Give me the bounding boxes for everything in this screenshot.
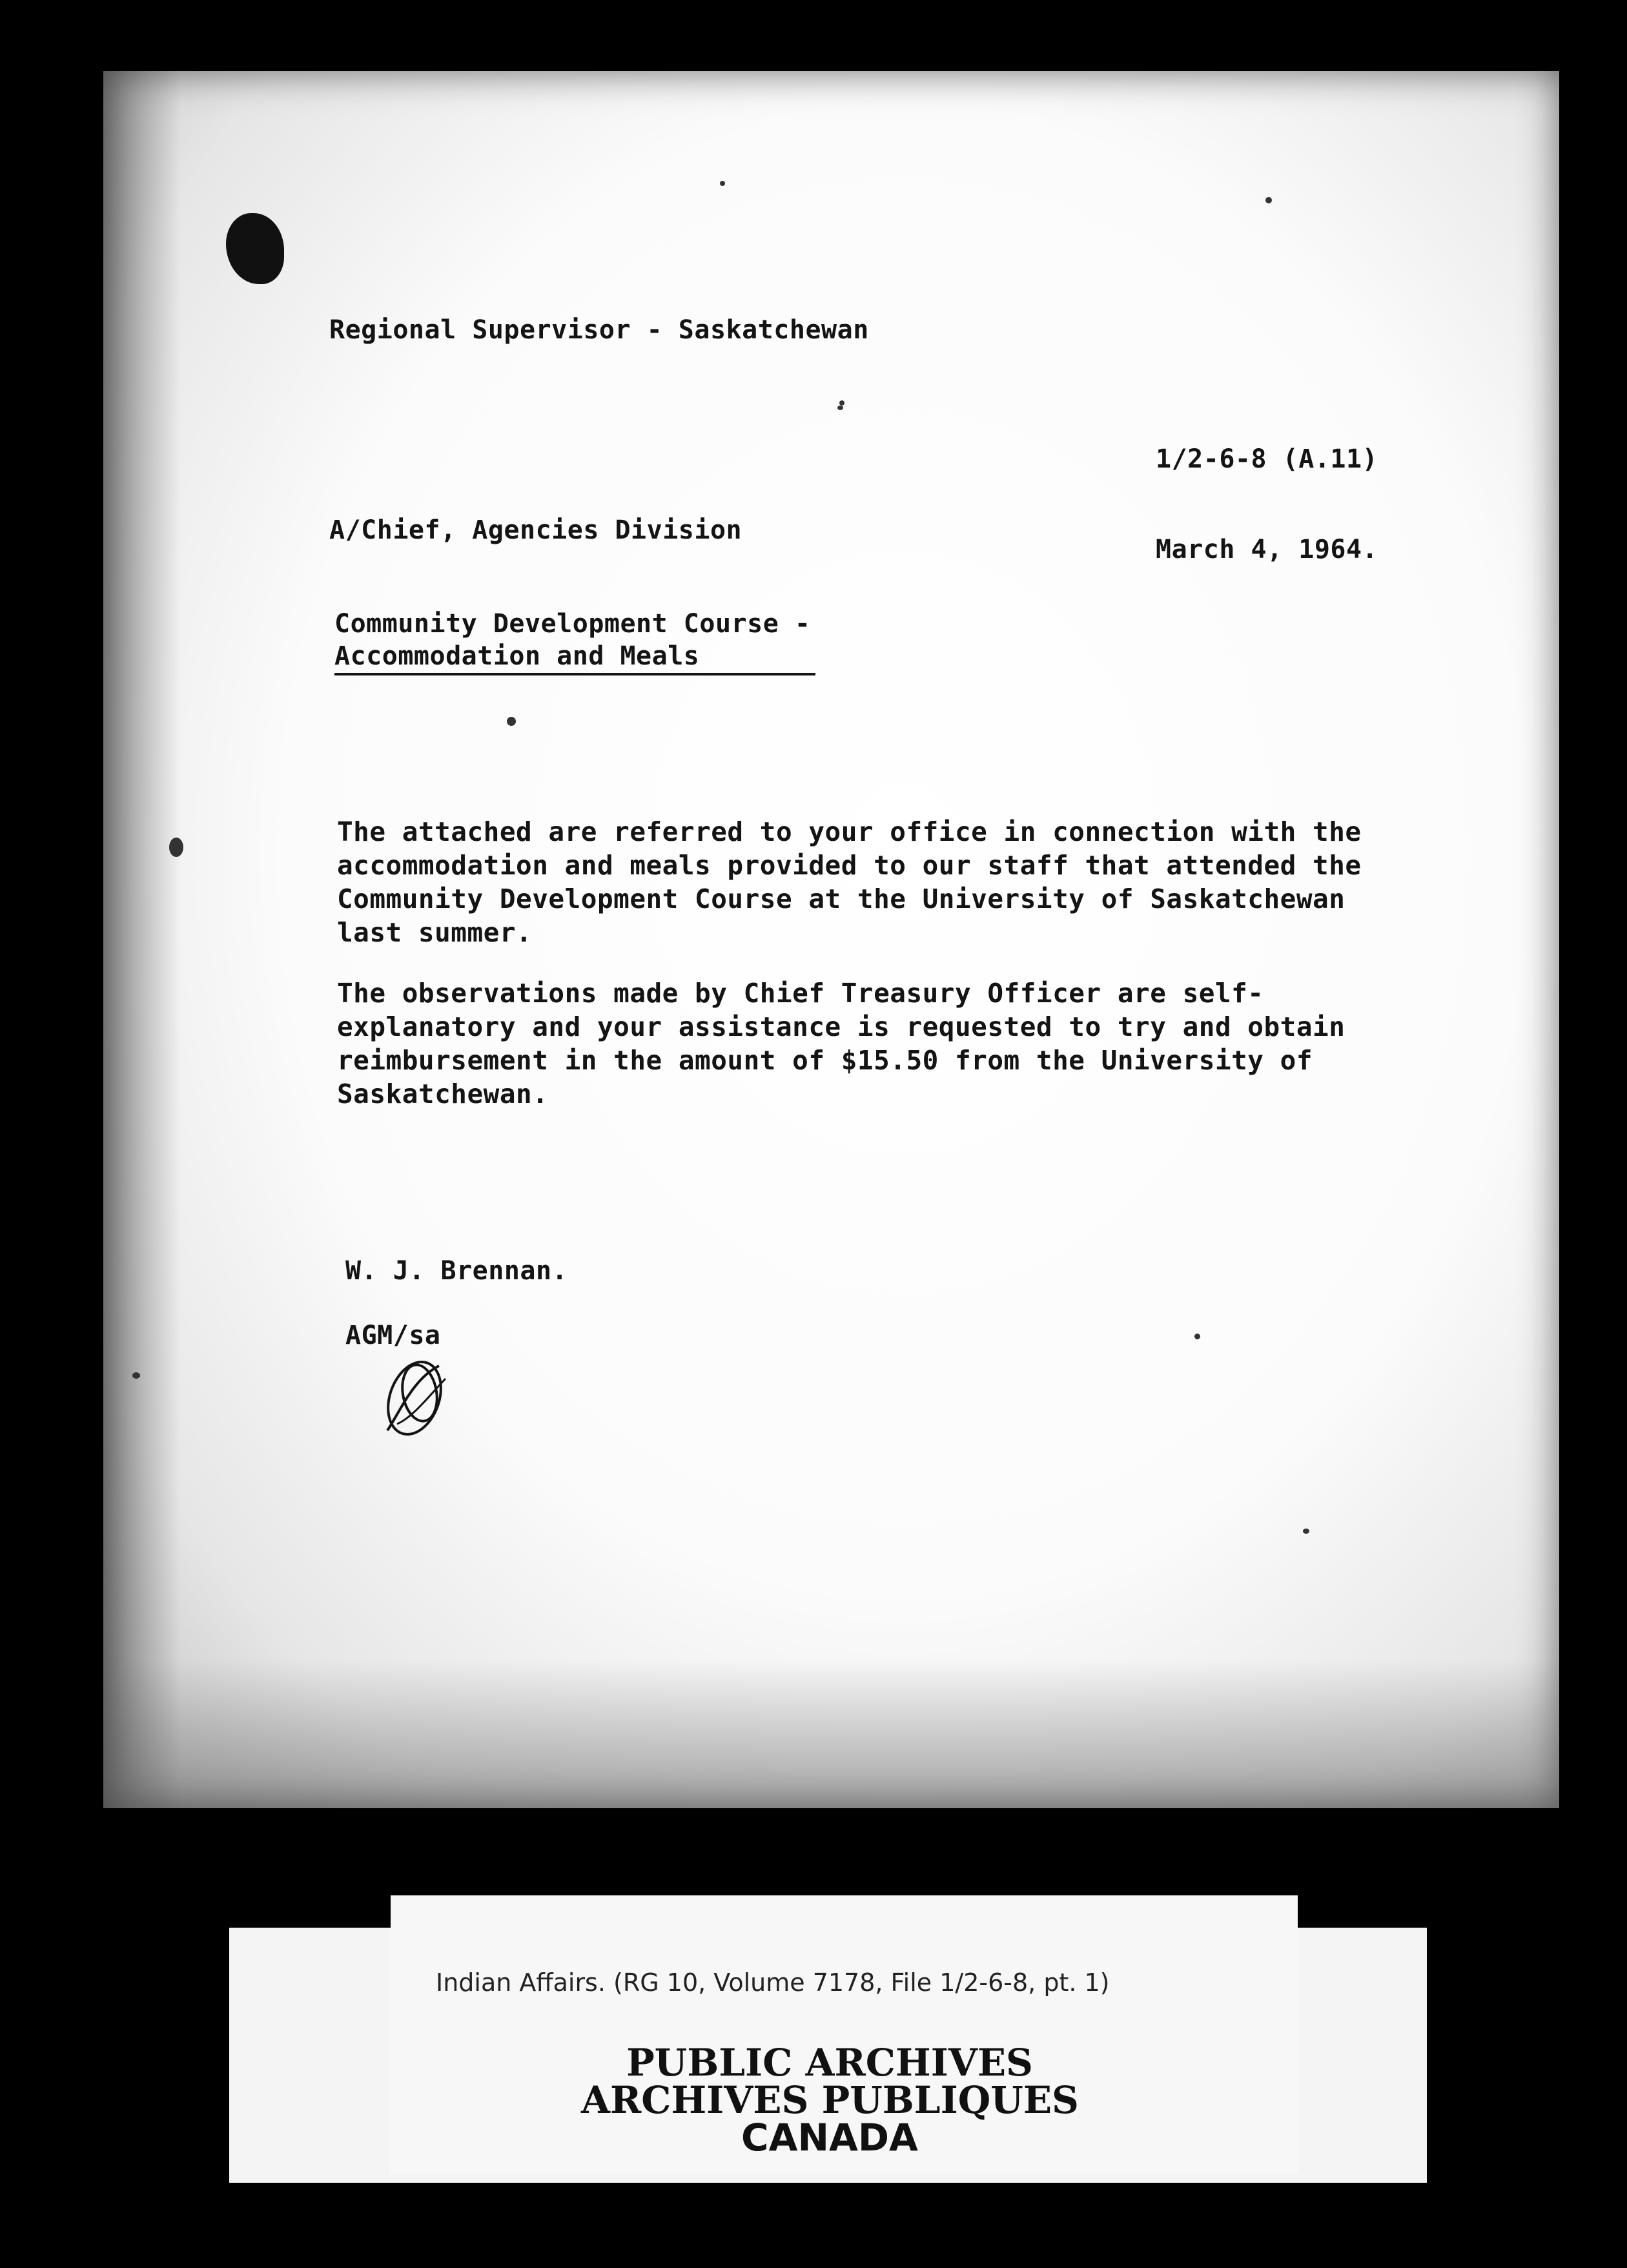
stamp-line-3: CANADA: [741, 2116, 918, 2160]
memo-paragraph-2: The observations made by Chief Treasury Officer are self- explanatory and your assistance is requested to try and obtain reimbursement in the amount of $15.50 from the University of Saskatchewan.: [337, 978, 1346, 1109]
archive-caption: Indian Affairs. (RG 10, Volume 7178, File 1/2-6-8, pt. 1): [436, 1968, 1110, 1997]
speck: [839, 400, 844, 406]
memo-date: March 4, 1964.: [1156, 535, 1378, 564]
memo-file-reference: 1/2-6-8 (A.11): [1156, 444, 1378, 474]
handwritten-initials-mark: [374, 1353, 458, 1443]
memo-subject-line-1: Community Development Course -: [334, 609, 811, 639]
memo-initials: AGM/sa: [345, 1321, 441, 1350]
memo-from: A/Chief, Agencies Division: [329, 515, 742, 545]
punch-hole: [226, 213, 284, 284]
memo-subject-line-2: Accommodation and Meals: [334, 639, 815, 675]
speck: [837, 406, 843, 410]
page-bottom-shadow: [103, 1660, 1559, 1808]
speck: [132, 1372, 140, 1379]
archive-stamp: [581, 2041, 1079, 2160]
page-edge-shadow: [103, 71, 181, 1808]
speck: [720, 181, 725, 186]
speck: [169, 838, 183, 857]
speck: [1303, 1529, 1309, 1534]
memo-paragraph-1: The attached are referred to your office in connection with the accommodation and meals provided to our staff that attended the Community Development Course at the University of Saskatchewan last summer.: [337, 816, 1362, 948]
memo-to: Regional Supervisor - Saskatchewan: [329, 315, 869, 345]
stamp-line-1: PUBLIC ARCHIVES: [626, 2041, 1033, 2085]
memo-signer: W. J. Brennan.: [345, 1256, 568, 1286]
stamp-line-2: ARCHIVES PUBLIQUES: [581, 2078, 1079, 2122]
speck: [1194, 1334, 1200, 1339]
speck: [1265, 197, 1272, 203]
speck: [507, 717, 516, 726]
